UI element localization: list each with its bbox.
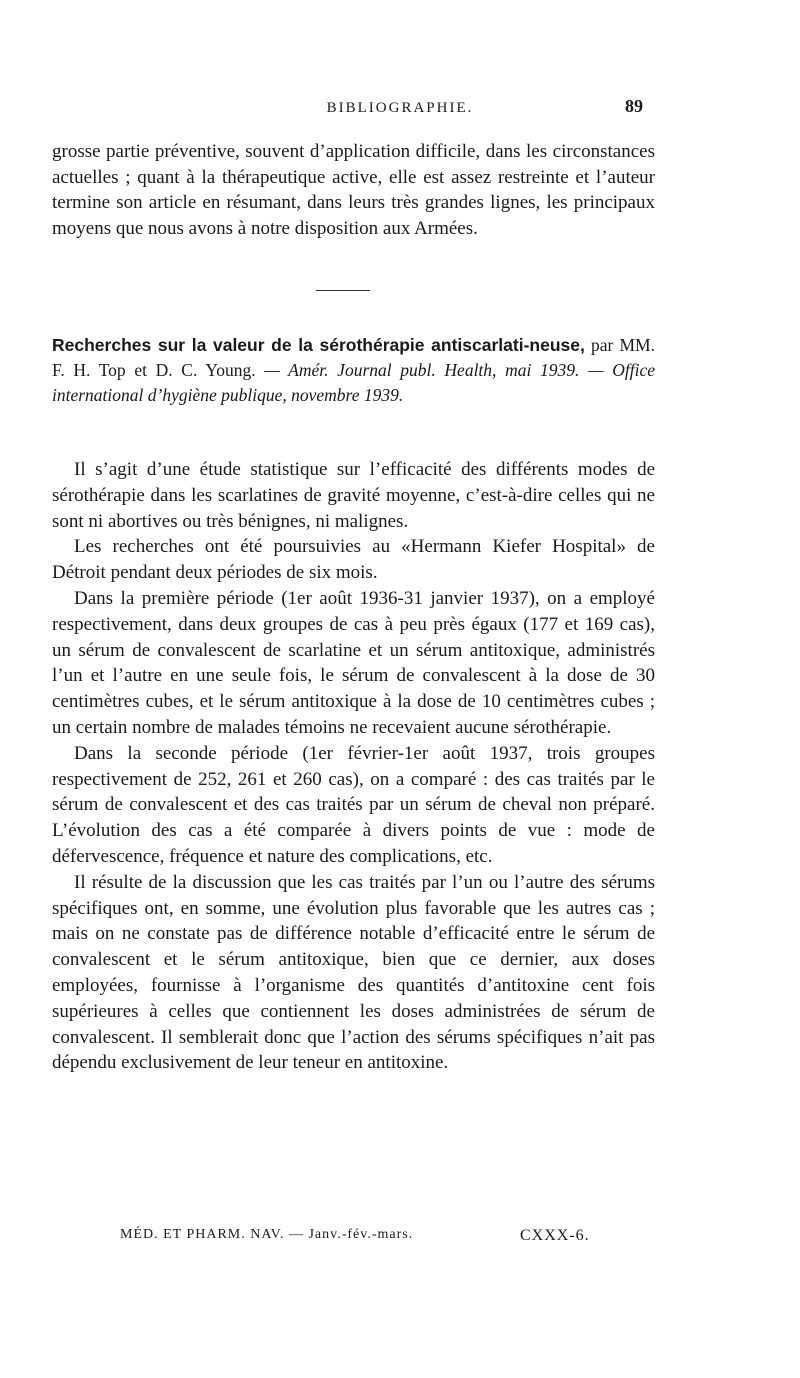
intro-paragraph: grosse partie préventive, souvent d’application difficile, dans les circonstances actuelles ; quant à la thérapeutique active, elle est assez restreinte et l’auteur termine son article en résumant, dans leurs très grandes lignes, les principaux moyens que nous avons à notre disposition aux Armées.: [52, 141, 655, 239]
article-sources: — Amér. Journal publ. Health, mai 1939. — Office international d’hygiène publique, novembre 1939.: [52, 360, 655, 405]
footer-journal: MÉD. ET PHARM. NAV. — Janv.-fév.-mars.: [120, 1227, 414, 1242]
article-authors: par MM. F. H. Top et D. C. Young.: [52, 335, 655, 380]
page-number: 89: [625, 96, 643, 116]
body-paragraph: Il résulte de la discussion que les cas traités par l’un ou l’autre des sérums spécifiques ont, en somme, une évolution plus favorable que les autres cas ; mais on ne constate pas de différence notable d’efficacité entre le sérum de convalescent et le sérum antitoxique, bien que ce dernier, aux doses employées, fournisse à l’organisme des quantités d’antitoxine cent fois supérieures à celles que contiennent les doses administrées de sérum de convalescent. Il semblerait donc que l’action des sérums spécifiques n’ait pas dépendu exclusivement de leur teneur en antitoxine.: [52, 871, 655, 1074]
article-body: [52, 457, 655, 1076]
body-paragraph: Dans la première période (1er août 1936-31 janvier 1937), on a employé respectivement, dans deux groupes de cas à peu près égaux (177 et 169 cas), un sérum de convalescent de scarlatine et un sérum antitoxique, administrés l’un et l’autre en une seule fois, le sérum de convalescent à la dose de 30 centimètres cubes, et le sérum antitoxique à la dose de 10 centimètres cubes ; un certain nombre de malades témoins ne recevaient aucune sérothérapie.: [52, 587, 655, 738]
section-divider: [316, 290, 370, 291]
body-paragraph: Il s’agit d’une étude statistique sur l’efficacité des différents modes de sérothérapie dans les scarlatines de gravité moyenne, c’est-à-dire celles qui ne sont ni abortives ou très bénignes, ni malignes.: [52, 459, 655, 532]
article-title: Recherches sur la valeur de la sérothérapie antiscarlati-neuse,: [52, 335, 585, 355]
article-heading: [52, 333, 655, 408]
body-paragraph: Les recherches ont été poursuivies au «Hermann Kiefer Hospital» de Détroit pendant deux périodes de six mois.: [52, 536, 655, 584]
running-head: BIBLIOGRAPHIE.: [326, 100, 474, 116]
footer-signature: CXXX-6.: [520, 1227, 590, 1244]
body-paragraph: Dans la seconde période (1er février-1er août 1937, trois groupes respectivement de 252, 261 et 260 cas), on a comparé : des cas traités par le sérum de convalescent et des cas traités par un sérum de cheval non préparé. L’évolution des cas a été comparée à divers points de vue : mode de défervescence, fréquence et nature des complications, etc.: [52, 742, 655, 867]
